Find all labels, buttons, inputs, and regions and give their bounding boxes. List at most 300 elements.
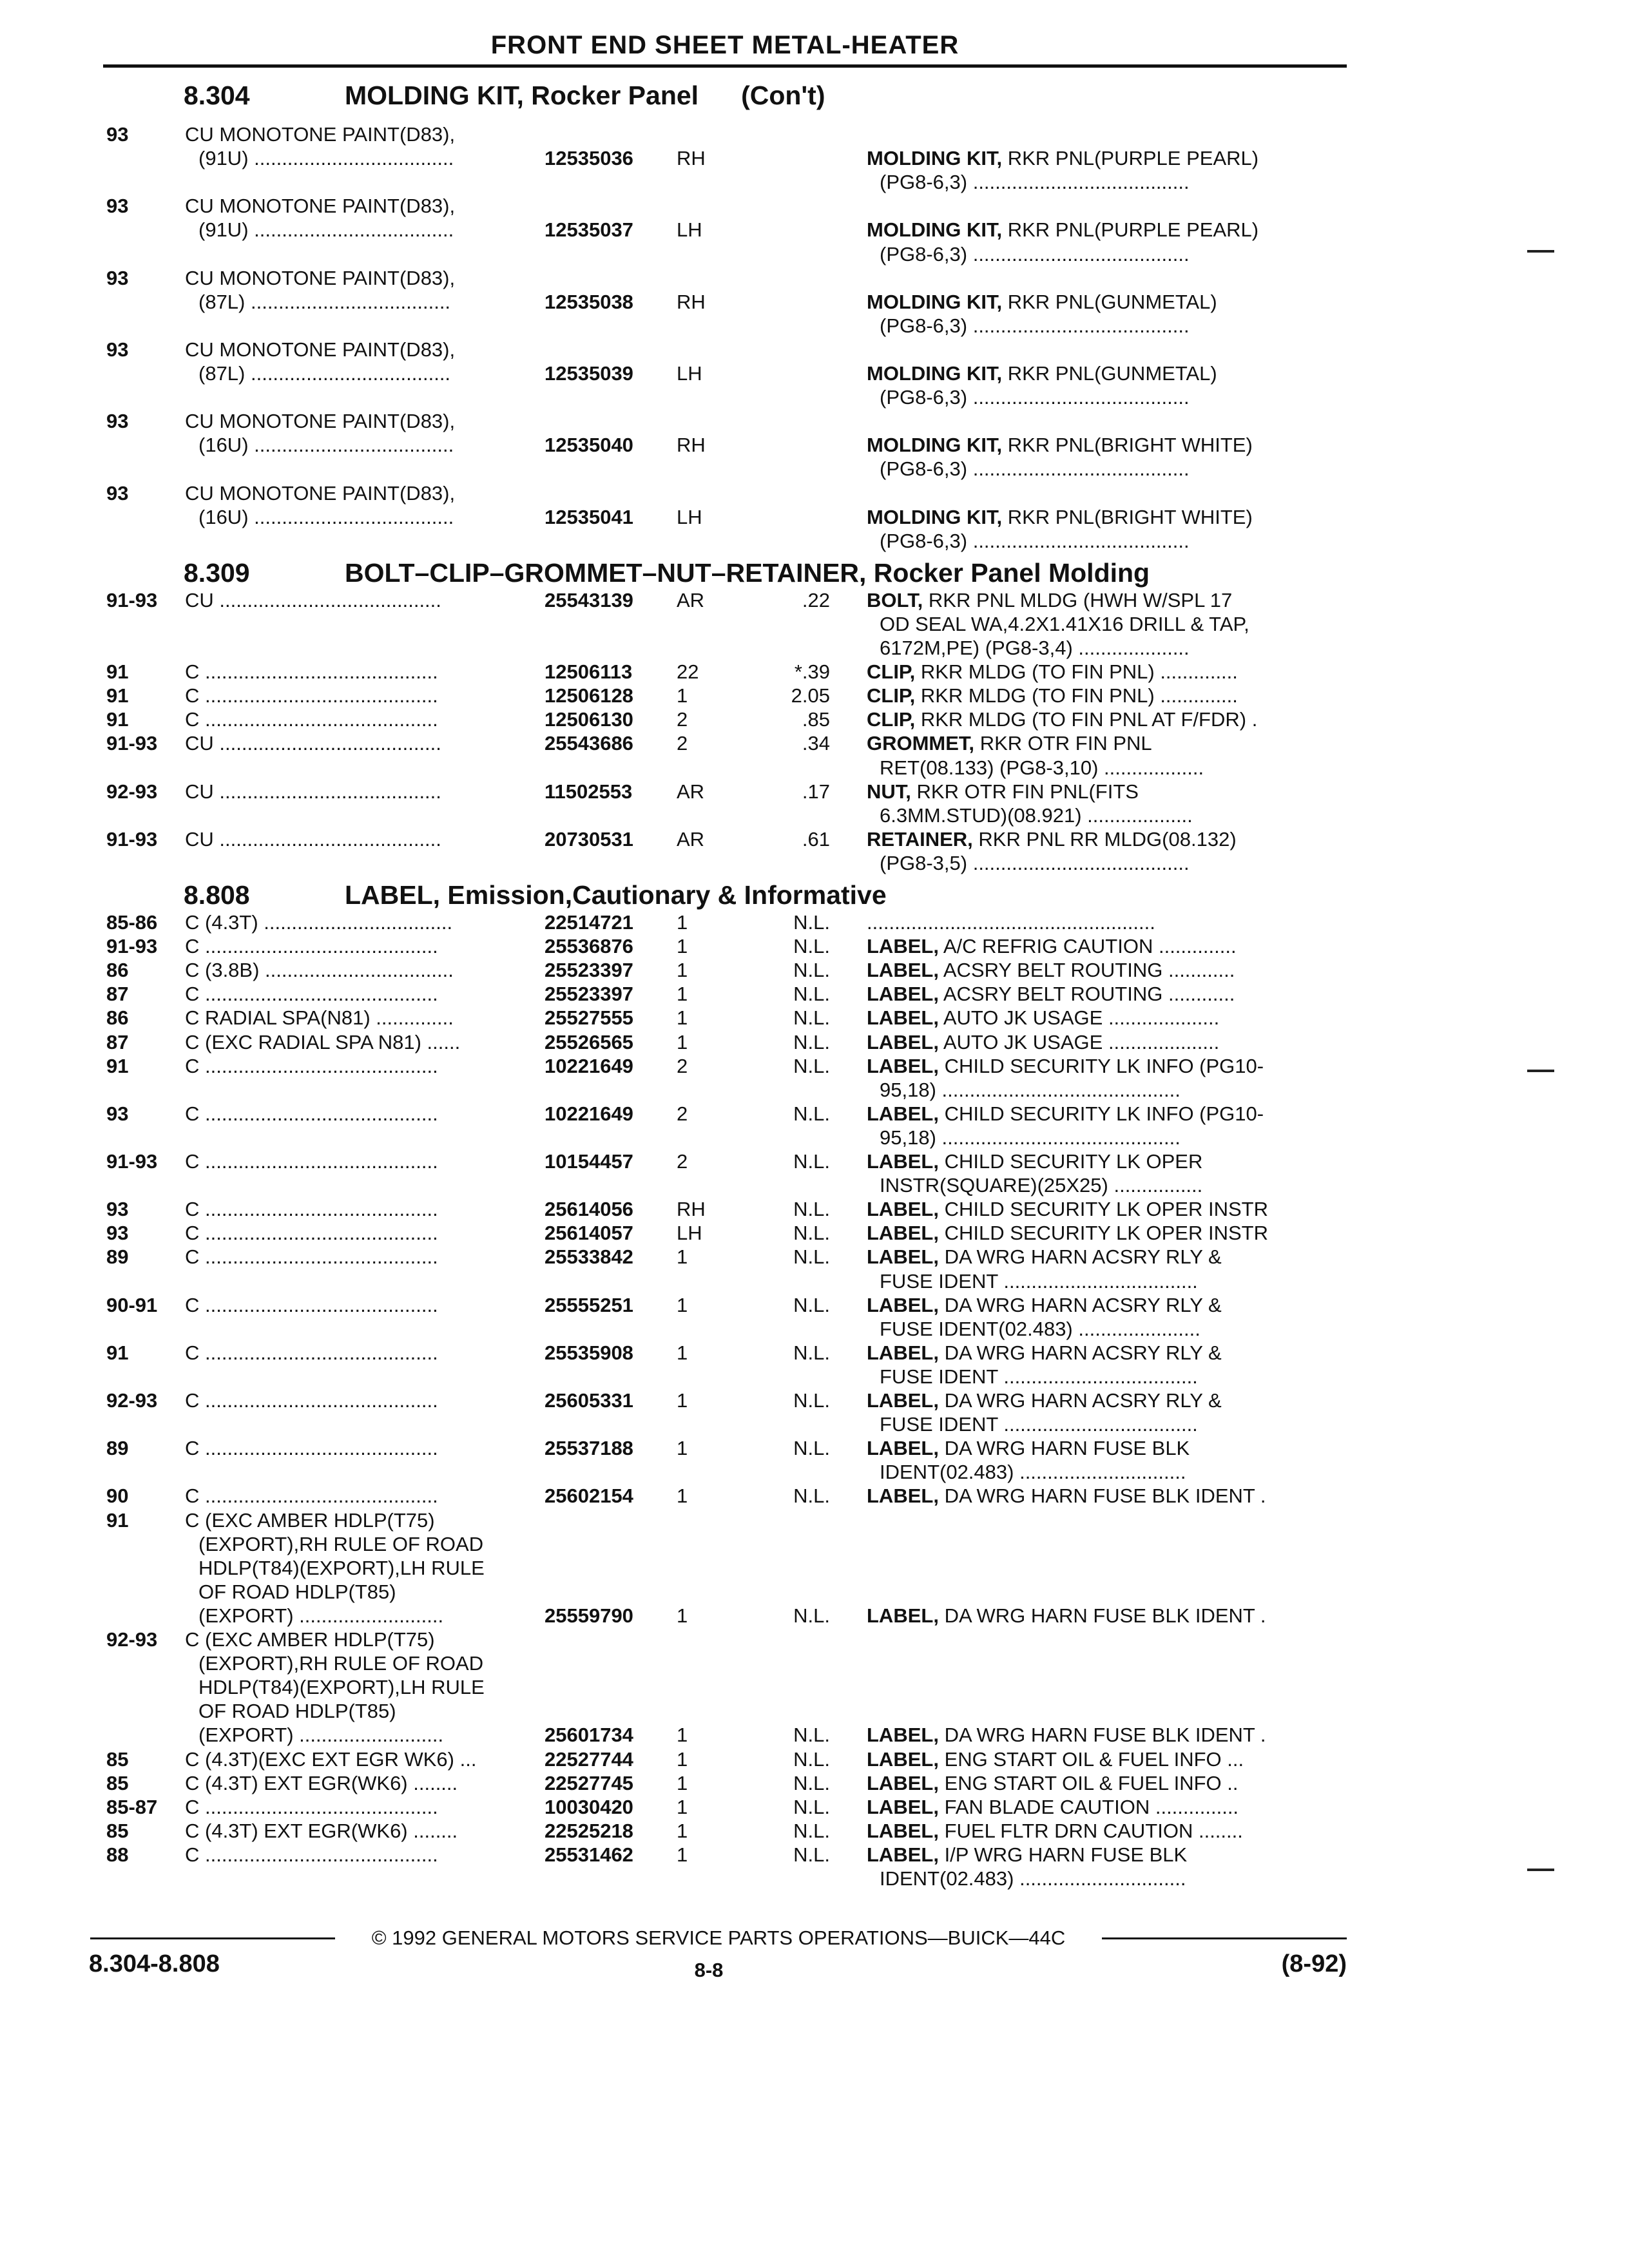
- part-name: [880, 1317, 1340, 1341]
- table-row: [0, 505, 1629, 531]
- model-year: 85: [106, 1747, 129, 1771]
- quantity: LH: [677, 218, 702, 242]
- usage-description: C ..........................................: [185, 660, 438, 684]
- part-number: 25543139: [545, 588, 633, 611]
- part-name-detail: ....................................................: [867, 911, 1155, 934]
- part-name-detail: ENG START OIL & FUEL INFO ..: [944, 1771, 1239, 1794]
- quantity: RH: [677, 147, 706, 170]
- quantity: 2: [677, 1150, 688, 1173]
- part-name: [880, 756, 1340, 780]
- usage-description: C ..........................................: [185, 1245, 438, 1269]
- part-name-detail: RKR PNL(GUNMETAL): [1007, 362, 1217, 385]
- usage-description: C ..........................................: [185, 1222, 438, 1245]
- part-name-noun: LABEL,: [867, 1006, 939, 1030]
- usage-description: C ..........................................: [185, 983, 438, 1006]
- part-number: 12535040: [545, 434, 633, 457]
- part-name: [867, 1054, 1340, 1078]
- price: N.L.: [793, 983, 830, 1006]
- footer-rule-right: [1102, 1937, 1347, 1939]
- part-number: 10221649: [545, 1102, 633, 1125]
- part-number: 22527744: [545, 1747, 633, 1771]
- table-row: [0, 1412, 1629, 1438]
- part-name: [867, 1389, 1340, 1412]
- model-year: 93: [106, 338, 129, 361]
- usage-description: C (4.3T) EXT EGR(WK6) ........: [185, 1771, 458, 1794]
- part-name: [880, 1460, 1340, 1484]
- part-name: [880, 242, 1340, 266]
- price: N.L.: [793, 1747, 830, 1771]
- part-number: 25543686: [545, 732, 633, 755]
- part-name-noun: LABEL,: [867, 1795, 939, 1818]
- table-row: [0, 529, 1629, 555]
- price: N.L.: [793, 1843, 830, 1866]
- price: N.L.: [793, 1054, 830, 1077]
- part-name-noun: LABEL,: [867, 1245, 939, 1269]
- usage-description: C ..........................................: [185, 1843, 438, 1866]
- part-name-detail: RKR PNL(PURPLE PEARL): [1007, 218, 1259, 242]
- part-name: [867, 1723, 1340, 1747]
- table-row: [0, 707, 1629, 733]
- table-row: [0, 194, 1629, 220]
- table-row: [0, 1508, 1629, 1534]
- part-name-detail: RKR PNL(GUNMETAL): [1007, 290, 1217, 313]
- table-row: [0, 1269, 1629, 1295]
- part-name: [867, 146, 1340, 170]
- part-name-detail: DA WRG HARN ACSRY RLY &: [944, 1293, 1222, 1316]
- part-name-detail: (PG8-6,3) .......................................: [880, 529, 1190, 552]
- model-year: 85: [106, 1771, 129, 1794]
- usage-description: C RADIAL SPA(N81) ..............: [185, 1006, 454, 1030]
- usage-description: (EXPORT) ..........................: [198, 1604, 444, 1627]
- usage-description: C (3.8B) ..................................: [185, 959, 454, 982]
- part-number: 12535036: [545, 147, 633, 170]
- table-row: [0, 1771, 1629, 1797]
- quantity: 1: [677, 935, 688, 958]
- section-number: 8.304: [184, 81, 250, 110]
- table-row: [0, 314, 1629, 340]
- part-name-noun: MOLDING KIT,: [867, 290, 1003, 313]
- part-name-noun: LABEL,: [867, 1150, 939, 1173]
- table-row: [0, 780, 1629, 805]
- usage-description: C ..........................................: [185, 708, 438, 731]
- table-row: [0, 170, 1629, 196]
- part-name: [867, 1795, 1340, 1819]
- table-row: [0, 457, 1629, 483]
- part-name-detail: (PG8-6,3) .......................................: [880, 457, 1190, 481]
- part-name-detail: RET(08.133) (PG8-3,10) ..................: [880, 756, 1204, 779]
- price: N.L.: [793, 1771, 830, 1794]
- part-number: 25536876: [545, 935, 633, 958]
- part-name-detail: RKR PNL(PURPLE PEARL): [1007, 147, 1259, 170]
- margin-tick: [1527, 1869, 1554, 1871]
- part-name-noun: LABEL,: [867, 1843, 939, 1866]
- footer-rule-left: [90, 1937, 335, 1939]
- quantity: 1: [677, 1604, 688, 1627]
- model-year: 91: [106, 708, 129, 731]
- part-name-noun: LABEL,: [867, 1102, 939, 1125]
- table-row: [0, 1149, 1629, 1175]
- part-name: [867, 982, 1340, 1006]
- price: N.L.: [793, 1150, 830, 1173]
- part-number: 10221649: [545, 1054, 633, 1077]
- model-year: 87: [106, 1030, 129, 1053]
- part-name: [867, 1006, 1340, 1030]
- table-row: [0, 266, 1629, 292]
- part-name-detail: ACSRY BELT ROUTING ............: [943, 983, 1235, 1006]
- model-year: 93: [106, 1222, 129, 1245]
- part-name-noun: LABEL,: [867, 983, 939, 1006]
- table-row: [0, 731, 1629, 757]
- model-year: 91: [106, 684, 129, 707]
- usage-description: C (4.3T) EXT EGR(WK6) ........: [185, 1819, 458, 1842]
- part-name-detail: CHILD SECURITY LK INFO (PG10-: [944, 1102, 1264, 1125]
- part-name: [867, 707, 1340, 731]
- part-number: 22525218: [545, 1819, 633, 1842]
- quantity: 1: [677, 684, 688, 707]
- usage-description: C ..........................................: [185, 1795, 438, 1818]
- quantity: 1: [677, 1293, 688, 1316]
- part-name: [880, 1365, 1340, 1389]
- part-name-noun: BOLT,: [867, 588, 923, 611]
- quantity: RH: [677, 1198, 706, 1221]
- part-name: [867, 361, 1340, 385]
- model-year: 89: [106, 1245, 129, 1269]
- model-year: 91: [106, 1341, 129, 1364]
- part-number: 25559790: [545, 1604, 633, 1627]
- usage-description: HDLP(T84)(EXPORT),LH RULE: [198, 1556, 485, 1579]
- part-name: [867, 1102, 1340, 1126]
- part-name-noun: LABEL,: [867, 1293, 939, 1316]
- usage-description: (16U) ....................................: [198, 434, 454, 457]
- model-year: 91-93: [106, 588, 158, 611]
- part-name-noun: LABEL,: [867, 1198, 939, 1221]
- usage-description: CU ........................................: [185, 732, 441, 755]
- part-name-noun: LABEL,: [867, 1771, 939, 1794]
- part-name: [867, 505, 1340, 529]
- price: N.L.: [793, 1030, 830, 1053]
- quantity: 1: [677, 1245, 688, 1269]
- part-name: [880, 1126, 1340, 1149]
- part-name: [867, 1197, 1340, 1221]
- part-name-noun: CLIP,: [867, 684, 916, 707]
- part-number: 10030420: [545, 1795, 633, 1818]
- part-number: 25555251: [545, 1293, 633, 1316]
- part-number: 25537188: [545, 1437, 633, 1460]
- part-name-noun: LABEL,: [867, 1389, 939, 1412]
- table-row: [0, 433, 1629, 459]
- model-year: 93: [106, 1198, 129, 1221]
- part-name-detail: CHILD SECURITY LK OPER INSTR: [944, 1198, 1268, 1221]
- usage-description: CU MONOTONE PAINT(D83),: [185, 338, 456, 361]
- table-row: [0, 1317, 1629, 1343]
- part-name-noun: LABEL,: [867, 1341, 939, 1364]
- usage-description: C (4.3T)(EXC EXT EGR WK6) ...: [185, 1747, 477, 1771]
- section-title: BOLT–CLIP–GROMMET–NUT–RETAINER, Rocker Panel Molding: [345, 557, 1150, 588]
- quantity: 1: [677, 1843, 688, 1866]
- usage-description: CU MONOTONE PAINT(D83),: [185, 195, 456, 218]
- section-number: 8.309: [184, 557, 250, 588]
- part-number: 25614057: [545, 1222, 633, 1245]
- part-name: [867, 1843, 1340, 1867]
- part-name: [867, 1484, 1340, 1508]
- part-name: [867, 588, 1340, 612]
- part-name-detail: FUSE IDENT ...................................: [880, 1413, 1198, 1436]
- part-name-detail: 95,18) ...........................................: [880, 1126, 1181, 1149]
- part-name-detail: 6172M,PE) (PG8-3,4) ....................: [880, 637, 1190, 659]
- quantity: 1: [677, 1724, 688, 1747]
- price: N.L.: [793, 1819, 830, 1842]
- part-name: [867, 433, 1340, 457]
- part-number: 12506128: [545, 684, 633, 707]
- part-name: [880, 170, 1340, 194]
- usage-description: (87L) ....................................: [198, 290, 451, 313]
- quantity: 1: [677, 1795, 688, 1818]
- table-row: [0, 934, 1629, 960]
- part-number: 25523397: [545, 983, 633, 1006]
- part-number: 25523397: [545, 959, 633, 982]
- part-number: 20730531: [545, 827, 633, 850]
- part-number: 25614056: [545, 1198, 633, 1221]
- table-row: [0, 1197, 1629, 1223]
- usage-description: C ..........................................: [185, 1198, 438, 1221]
- margin-tick: [1527, 1070, 1554, 1072]
- part-name-detail: (PG8-6,3) .......................................: [880, 171, 1190, 194]
- part-name-noun: NUT,: [867, 780, 911, 803]
- part-name-noun: LABEL,: [867, 1604, 939, 1627]
- part-name-noun: MOLDING KIT,: [867, 218, 1003, 242]
- part-name: [880, 314, 1340, 338]
- model-year: 87: [106, 983, 129, 1006]
- table-row: [0, 1867, 1629, 1892]
- usage-description: CU ........................................: [185, 780, 441, 803]
- table-row: [0, 910, 1629, 936]
- quantity: 1: [677, 1006, 688, 1030]
- part-name-detail: RKR MLDG (TO FIN PNL) ..............: [920, 684, 1238, 707]
- usage-description: C ..........................................: [185, 1102, 438, 1125]
- part-name-noun: LABEL,: [867, 1747, 939, 1771]
- table-row: [0, 827, 1629, 853]
- usage-description: HDLP(T84)(EXPORT),LH RULE: [198, 1676, 485, 1699]
- model-year: 92-93: [106, 1389, 158, 1412]
- part-name: [867, 780, 1340, 803]
- part-number: 11502553: [545, 780, 633, 803]
- part-name: [880, 1173, 1340, 1197]
- table-row: [0, 1102, 1629, 1128]
- part-name: [880, 612, 1340, 636]
- table-row: [0, 481, 1629, 507]
- table-row: [0, 361, 1629, 387]
- part-name-detail: IDENT(02.483) ..............................: [880, 1867, 1186, 1890]
- part-name-noun: MOLDING KIT,: [867, 147, 1003, 170]
- table-row: [0, 409, 1629, 435]
- part-name: [880, 1269, 1340, 1293]
- table-row: [0, 1460, 1629, 1486]
- model-year: 93: [106, 123, 129, 146]
- table-row: [0, 1126, 1629, 1151]
- table-row: [0, 1054, 1629, 1080]
- quantity: 2: [677, 708, 688, 731]
- table-row: [0, 218, 1629, 244]
- part-name-detail: RKR PNL(BRIGHT WHITE): [1007, 434, 1253, 457]
- quantity: 22: [677, 660, 699, 684]
- model-year: 91: [106, 1054, 129, 1077]
- copyright-notice: © 1992 GENERAL MOTORS SERVICE PARTS OPERATIONS—BUICK—44C: [371, 1927, 1066, 1949]
- price: N.L.: [793, 1293, 830, 1316]
- quantity: 2: [677, 1102, 688, 1125]
- quantity: 2: [677, 732, 688, 755]
- table-row: [0, 338, 1629, 363]
- usage-description: C ..........................................: [185, 1485, 438, 1508]
- section-heading: [184, 558, 1150, 588]
- part-name-detail: ENG START OIL & FUEL INFO ...: [944, 1747, 1244, 1771]
- section-title: MOLDING KIT, Rocker Panel: [345, 81, 699, 110]
- part-name-detail: FUSE IDENT ...................................: [880, 1365, 1198, 1388]
- model-year: 90: [106, 1485, 129, 1508]
- model-year: 91-93: [106, 1150, 158, 1173]
- quantity: 1: [677, 1485, 688, 1508]
- part-name-detail: DA WRG HARN FUSE BLK IDENT .: [944, 1485, 1266, 1508]
- quantity: 1: [677, 1437, 688, 1460]
- table-row: [0, 1078, 1629, 1104]
- part-name-detail: (PG8-6,3) .......................................: [880, 242, 1190, 265]
- part-name-detail: ACSRY BELT ROUTING ............: [943, 959, 1235, 982]
- quantity: 1: [677, 1747, 688, 1771]
- quantity: 1: [677, 959, 688, 982]
- price: .34: [802, 732, 830, 755]
- table-row: [0, 1006, 1629, 1032]
- part-name: [867, 910, 1340, 934]
- section-heading: [184, 81, 825, 111]
- part-name-detail: OD SEAL WA,4.2X1.41X16 DRILL & TAP,: [880, 612, 1249, 635]
- quantity: LH: [677, 362, 702, 385]
- part-name-detail: RKR PNL(BRIGHT WHITE): [1007, 505, 1253, 528]
- part-name-detail: RKR OTR FIN PNL(FITS: [916, 780, 1139, 803]
- part-name-detail: A/C REFRIG CAUTION ..............: [943, 935, 1237, 958]
- usage-description: C ..........................................: [185, 1293, 438, 1316]
- table-row: [0, 851, 1629, 877]
- price: 2.05: [791, 684, 830, 707]
- model-year: 92-93: [106, 1628, 158, 1651]
- table-row: [0, 1723, 1629, 1749]
- part-name-noun: LABEL,: [867, 1222, 939, 1245]
- margin-tick: [1527, 250, 1554, 253]
- part-number: 12535038: [545, 290, 633, 313]
- part-name: [880, 803, 1340, 827]
- part-number: 12535039: [545, 362, 633, 385]
- part-name-detail: (PG8-6,3) .......................................: [880, 314, 1190, 337]
- part-name: [867, 1341, 1340, 1365]
- table-row: [0, 1675, 1629, 1701]
- part-name: [867, 1221, 1340, 1245]
- quantity: 1: [677, 911, 688, 934]
- price: .85: [802, 708, 830, 731]
- table-row: [0, 1651, 1629, 1677]
- part-name-noun: LABEL,: [867, 1724, 939, 1747]
- part-name: [880, 1412, 1340, 1436]
- part-name-detail: DA WRG HARN FUSE BLK IDENT .: [944, 1724, 1266, 1747]
- page-title: FRONT END SHEET METAL-HEATER: [490, 31, 959, 59]
- part-name-noun: MOLDING KIT,: [867, 362, 1003, 385]
- part-name-noun: LABEL,: [867, 1819, 939, 1842]
- price: N.L.: [793, 1389, 830, 1412]
- model-year: 91: [106, 1508, 129, 1532]
- part-name-detail: CHILD SECURITY LK OPER INSTR: [944, 1222, 1268, 1245]
- model-year: 90-91: [106, 1293, 158, 1316]
- quantity: 1: [677, 1389, 688, 1412]
- table-row: [0, 1245, 1629, 1271]
- part-name-noun: MOLDING KIT,: [867, 434, 1003, 457]
- price: N.L.: [793, 1604, 830, 1627]
- usage-description: CU MONOTONE PAINT(D83),: [185, 481, 456, 505]
- part-number: 25535908: [545, 1341, 633, 1364]
- part-name: [867, 218, 1340, 242]
- table-row: [0, 588, 1629, 614]
- price: N.L.: [793, 1102, 830, 1125]
- usage-description: C (EXC AMBER HDLP(T75): [185, 1508, 435, 1532]
- usage-description: CU MONOTONE PAINT(D83),: [185, 266, 456, 289]
- price: N.L.: [793, 1222, 830, 1245]
- price: N.L.: [793, 935, 830, 958]
- quantity: LH: [677, 1222, 702, 1245]
- price: .17: [802, 780, 830, 803]
- usage-description: C ..........................................: [185, 1054, 438, 1077]
- part-name-detail: RKR PNL RR MLDG(08.132): [978, 827, 1237, 850]
- table-row: [0, 1532, 1629, 1558]
- model-year: 91-93: [106, 732, 158, 755]
- quantity: AR: [677, 588, 705, 611]
- part-name-detail: CHILD SECURITY LK INFO (PG10-: [944, 1054, 1264, 1077]
- usage-description: CU ........................................: [185, 827, 441, 850]
- part-number: 25605331: [545, 1389, 633, 1412]
- part-name-detail: FAN BLADE CAUTION ...............: [944, 1795, 1239, 1818]
- table-row: [0, 756, 1629, 782]
- usage-description: C ..........................................: [185, 1150, 438, 1173]
- part-name: [867, 1293, 1340, 1317]
- part-name-detail: CHILD SECURITY LK OPER: [944, 1150, 1203, 1173]
- part-number: 22527745: [545, 1771, 633, 1794]
- part-name-detail: FUSE IDENT(02.483) ......................: [880, 1317, 1200, 1340]
- part-name-noun: CLIP,: [867, 708, 916, 731]
- usage-description: CU MONOTONE PAINT(D83),: [185, 123, 456, 146]
- part-name-detail: (PG8-6,3) .......................................: [880, 386, 1190, 409]
- table-row: [0, 982, 1629, 1008]
- part-name: [867, 1819, 1340, 1843]
- usage-description: C ..........................................: [185, 1437, 438, 1460]
- price: N.L.: [793, 1485, 830, 1508]
- part-number: 25601734: [545, 1724, 633, 1747]
- price: N.L.: [793, 1198, 830, 1221]
- part-name-noun: GROMMET,: [867, 732, 975, 755]
- quantity: 1: [677, 1771, 688, 1794]
- part-name: [867, 958, 1340, 982]
- part-name: [867, 827, 1340, 851]
- usage-description: CU MONOTONE PAINT(D83),: [185, 410, 456, 433]
- part-name-detail: DA WRG HARN ACSRY RLY &: [944, 1245, 1222, 1269]
- quantity: RH: [677, 434, 706, 457]
- table-row: [0, 1819, 1629, 1845]
- header-rule: [103, 64, 1347, 68]
- part-name-noun: LABEL,: [867, 959, 939, 982]
- part-name: [867, 1771, 1340, 1795]
- usage-description: CU ........................................: [185, 588, 441, 611]
- usage-description: C ..........................................: [185, 1389, 438, 1412]
- part-name: [880, 385, 1340, 409]
- price: N.L.: [793, 1437, 830, 1460]
- section-continued-label: (Con't): [741, 81, 825, 110]
- price: N.L.: [793, 1795, 830, 1818]
- table-row: [0, 1365, 1629, 1390]
- part-name: [880, 529, 1340, 553]
